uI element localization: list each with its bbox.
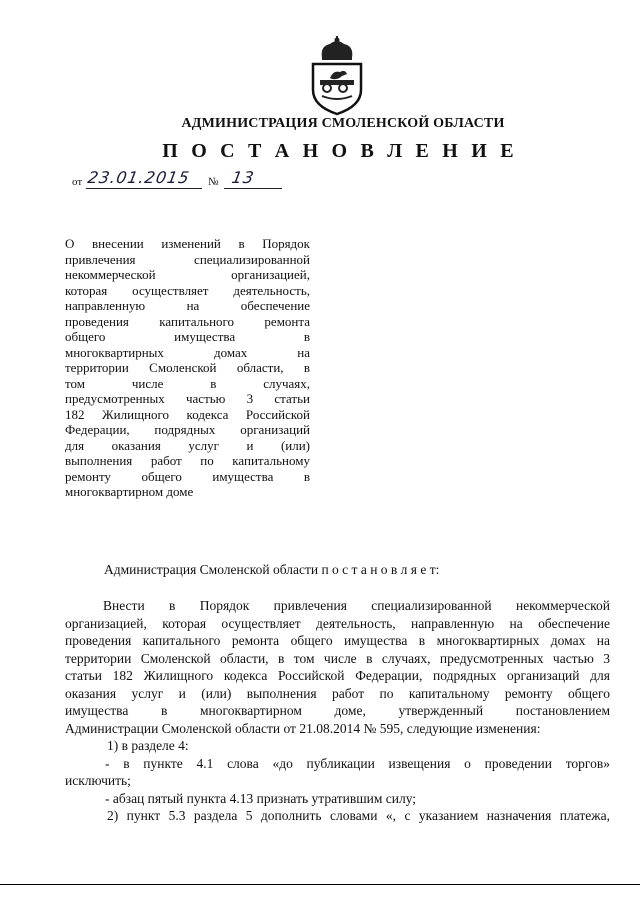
subject-line: направленную на обеспечение [65,298,310,313]
subject-line: некоммерческой организацией, [65,267,310,282]
subject-line: территории Смоленской области, в [65,360,310,375]
subject-line: многоквартирном доме [65,484,194,499]
page-bottom-rule [0,884,640,885]
number-label: № [208,176,219,188]
subject-line: проведения капитального ремонта [65,313,310,329]
list-item: - в пункте 4.1 слова «до публикации извещения о проведении торгов» [105,755,610,771]
body-line: исключить; [65,773,131,788]
list-item: - абзац пятый пункта 4.13 признать утратившим силу; [105,790,417,806]
body-line: оказания услуг и (или) выполнения работ по капитальному ремонту общего [65,685,610,701]
subject-line: 182 Жилищного кодекса Российской [65,406,310,422]
date-value: 23.01.2015 [86,168,192,187]
smolensk-coat-of-arms-icon [300,36,374,116]
date-label: от [72,176,83,188]
body-line: территории Смоленской области, в том числе в случаях, предусмотренных частью 3 [65,650,610,666]
number-underline [224,188,282,189]
body-line: Администрации Смоленской области от 21.08.2014 № 595, следующие изменения: [65,720,541,736]
subject-line: привлечения специализированной [65,251,310,267]
requisites-line [72,170,292,190]
list-item: 1) в разделе 4: [107,738,189,753]
body-line: Внести в Порядок привлечения специализированной некоммерческой [103,598,610,613]
subject-line: которая осуществляет деятельность, [65,282,310,298]
resolution-body [65,597,610,825]
subject-line: Федерации, подрядных организаций [65,422,310,437]
subject-line: ремонту общего имущества в [65,468,310,484]
body-line: статьи 182 Жилищного кодекса Российской Федерации, подрядных организаций для [65,668,610,683]
subject-line: для оказания услуг и (или) [65,437,310,453]
body-line: имущества в многоквартирном доме, утвержденный постановлением [65,703,610,718]
subject-block [65,236,310,500]
preamble: Администрация Смоленской области п о с т а н о в л я е т: [104,562,440,577]
subject-line: том числе в случаях, [65,375,310,391]
date-underline [86,188,202,189]
subject-line: предусмотренных частью 3 статьи [65,391,310,406]
subject-line: выполнения работ по капитальному [65,453,310,468]
agency-name: АДМИНИСТРАЦИЯ СМОЛЕНСКОЙ ОБЛАСТИ [181,116,505,131]
subject-line: общего имущества в [65,329,310,344]
list-item: 2) пункт 5.3 раздела 5 дополнить словами «, с указанием назначения платежа, [107,808,610,823]
body-line: организацией, которая осуществляет деятельность, направленную на обеспечение [65,615,610,631]
number-value: 13 [230,168,257,187]
body-line: проведения капитального ремонта общего имущества в многоквартирных домах на [65,633,610,648]
subject-line: многоквартирных домах на [65,344,310,360]
subject-line: О внесении изменений в Порядок [65,236,310,251]
document-type: П О С Т А Н О В Л Е Н И Е [162,140,518,162]
